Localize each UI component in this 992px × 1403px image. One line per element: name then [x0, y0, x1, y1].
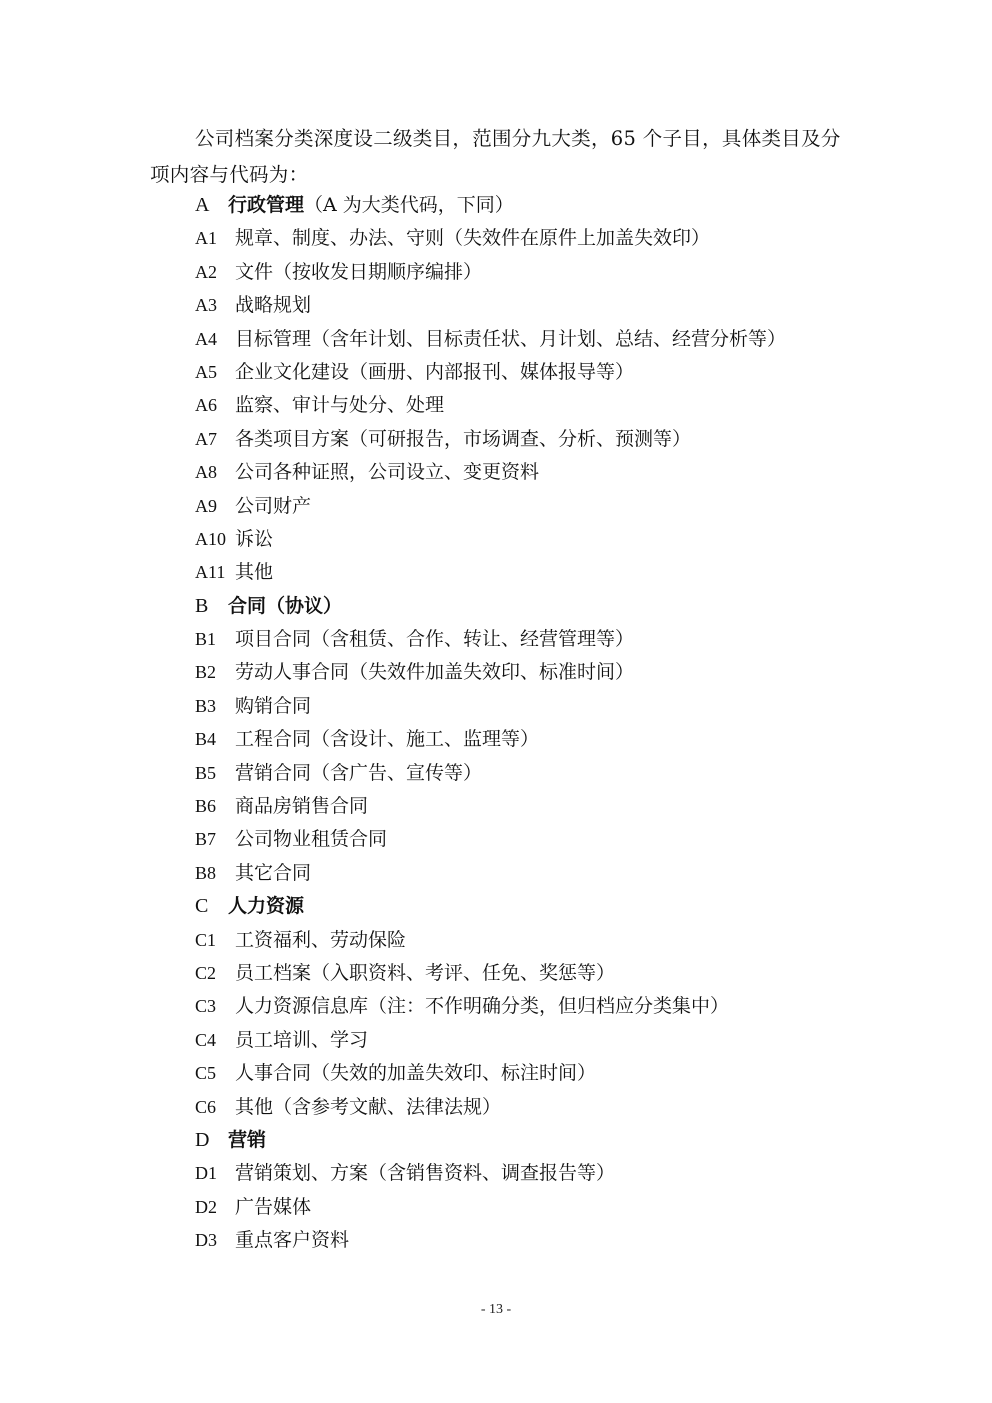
item-code: C3 — [195, 996, 217, 1017]
category-label: 营销 — [228, 1128, 267, 1151]
category-code: D — [195, 1128, 210, 1151]
item-label: 人事合同（失效的加盖失效印、标注时间） — [235, 1062, 597, 1085]
list-item — [195, 823, 845, 856]
item-code: A9 — [195, 495, 217, 516]
category-heading-c — [195, 890, 845, 923]
item-label: 公司财产 — [235, 494, 312, 517]
list-item — [195, 656, 845, 689]
item-code: D1 — [195, 1163, 217, 1184]
item-label: 其他 — [235, 561, 274, 584]
category-code: A — [195, 194, 210, 216]
category-note: （A 为大类代码，下同） — [304, 194, 514, 216]
item-code: A11 — [195, 562, 226, 583]
item-code: C1 — [195, 929, 217, 950]
item-label: 公司物业租赁合同 — [235, 828, 388, 851]
item-label: 诉讼 — [235, 527, 274, 550]
item-label: 工资福利、劳动保险 — [235, 928, 407, 951]
item-code: A3 — [195, 295, 217, 316]
list-item — [195, 1091, 845, 1124]
category-heading-a — [195, 189, 845, 222]
list-item — [195, 1024, 845, 1057]
list-item — [195, 1224, 845, 1257]
list-item — [195, 523, 845, 556]
list-item — [195, 222, 845, 255]
list-item — [195, 556, 845, 589]
page-number: - 13 - — [480, 1302, 512, 1317]
item-label: 营销策划、方案（含销售资料、调查报告等） — [235, 1162, 616, 1185]
list-item — [195, 389, 845, 422]
item-code: B2 — [195, 662, 217, 683]
item-code: A10 — [195, 528, 226, 549]
item-code: D3 — [195, 1230, 217, 1251]
list-item — [195, 623, 845, 656]
item-code: A8 — [195, 462, 217, 483]
item-label: 重点客户资料 — [235, 1229, 350, 1252]
item-code: A7 — [195, 428, 217, 449]
list-item — [195, 289, 845, 322]
item-label: 企业文化建设（画册、内部报刊、媒体报导等） — [235, 360, 635, 383]
item-code: C6 — [195, 1096, 217, 1117]
item-code: A4 — [195, 328, 217, 349]
item-label: 项目合同（含租赁、合作、转让、经营管理等） — [235, 628, 635, 651]
intro-paragraph: 公司档案分类深度设二级类目，范围分九大类，65 个子目，具体类目及分项内容与代码为： — [150, 127, 841, 186]
item-label: 工程合同（含设计、施工、监理等） — [235, 728, 540, 751]
category-label: 行政管理 — [228, 194, 305, 216]
item-code: A1 — [195, 228, 217, 249]
item-code: A6 — [195, 395, 217, 416]
item-label: 营销合同（含广告、宣传等） — [235, 761, 483, 784]
list-item — [195, 1057, 845, 1090]
item-label: 商品房销售合同 — [235, 795, 369, 818]
item-code: B8 — [195, 862, 217, 883]
item-label: 劳动人事合同（失效件加盖失效印、标准时间） — [235, 661, 635, 684]
list-item — [195, 356, 845, 389]
item-label: 监察、审计与处分、处理 — [235, 394, 445, 417]
list-item — [195, 256, 845, 289]
item-label: 其他（含参考文献、法律法规） — [235, 1095, 502, 1118]
list-item — [195, 323, 845, 356]
category-code: C — [195, 895, 209, 918]
item-code: C2 — [195, 962, 217, 983]
category-label: 人力资源 — [228, 895, 305, 918]
list-item — [195, 490, 845, 523]
classification-list — [195, 189, 845, 1258]
list-item — [195, 957, 845, 990]
item-label: 员工培训、学习 — [235, 1028, 369, 1051]
item-code: D2 — [195, 1196, 217, 1217]
item-code: A2 — [195, 261, 217, 282]
item-code: C4 — [195, 1029, 217, 1050]
item-label: 其它合同 — [235, 861, 312, 884]
list-item — [195, 723, 845, 756]
item-label: 购销合同 — [235, 694, 312, 717]
item-label: 员工档案（入职资料、考评、任免、奖惩等） — [235, 961, 616, 984]
list-item — [195, 423, 845, 456]
item-label: 各类项目方案（可研报告，市场调查、分析、预测等） — [235, 427, 692, 450]
list-item — [195, 757, 845, 790]
item-code: B7 — [195, 829, 217, 850]
item-label: 规章、制度、办法、守则（失效件在原件上加盖失效印） — [235, 227, 711, 250]
category-label: 合同（协议） — [228, 594, 343, 617]
item-code: C5 — [195, 1063, 217, 1084]
list-item — [195, 1157, 845, 1190]
item-label: 战略规划 — [235, 294, 312, 317]
category-heading-b — [195, 590, 845, 623]
item-code: A5 — [195, 361, 217, 382]
list-item — [195, 990, 845, 1023]
list-item — [195, 857, 845, 890]
list-item — [195, 1191, 845, 1224]
item-label: 文件（按收发日期顺序编排） — [235, 260, 483, 283]
list-item — [195, 790, 845, 823]
item-label: 目标管理（含年计划、目标责任状、月计划、总结、经营分析等） — [235, 327, 787, 350]
item-label: 公司各种证照，公司设立、变更资料 — [235, 461, 540, 484]
item-code: B1 — [195, 629, 217, 650]
item-label: 广告媒体 — [235, 1195, 312, 1218]
list-item — [195, 924, 845, 957]
item-label: 人力资源信息库（注：不作明确分类，但归档应分类集中） — [235, 995, 730, 1018]
category-code: B — [195, 594, 209, 617]
item-code: B3 — [195, 695, 217, 716]
list-item — [195, 690, 845, 723]
item-code: B4 — [195, 729, 217, 750]
list-item — [195, 456, 845, 489]
item-code: B5 — [195, 762, 217, 783]
category-heading-d — [195, 1124, 845, 1157]
item-code: B6 — [195, 796, 217, 817]
